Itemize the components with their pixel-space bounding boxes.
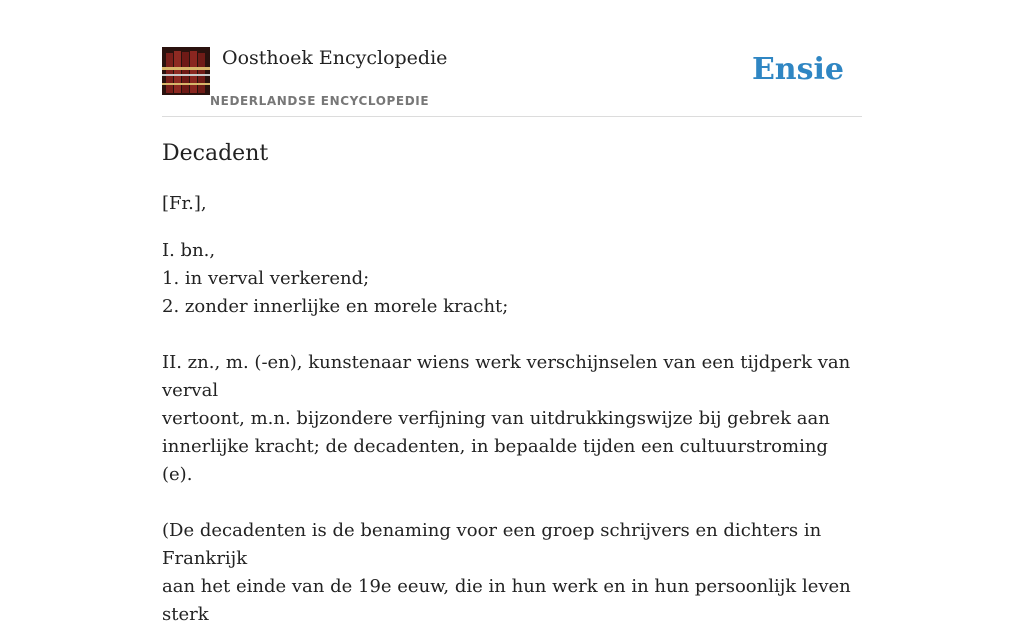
site-header [162, 44, 862, 117]
origin-label: [Fr.], [162, 193, 207, 214]
note-line: (De decadenten is de benaming voor een groep schrijvers en dichters in Frankrijk [162, 520, 822, 569]
brand-logo-link[interactable]: Ensie [751, 52, 844, 87]
definition-part2-line: II. zn., m. (-en), kunstenaar wiens werk verschijnselen van een tijdperk van verval [162, 352, 851, 401]
page-title: Decadent [162, 141, 269, 166]
definition-part1-heading: I. bn., [162, 240, 216, 261]
site-title[interactable]: Oosthoek Encyclopedie [222, 47, 448, 69]
definition-part2-line: vertoont, m.n. bijzondere verfijning van uitdrukkingswijze bij gebrek aan [162, 408, 830, 429]
definition-item: 2. zonder innerlijke en morele kracht; [162, 296, 509, 317]
site-subtitle: NEDERLANDSE ENCYCLOPEDIE [210, 94, 430, 108]
note-line: aan het einde van de 19e eeuw, die in hun werk en in hun persoonlijk leven sterk [162, 576, 851, 625]
article [162, 138, 862, 629]
definition-part2-line: innerlijke kracht; de decadenten, in bepaalde tijden een cultuurstroming (e). [162, 436, 828, 485]
encyclopedia-books-icon[interactable] [162, 47, 210, 95]
entry-body [162, 190, 862, 629]
definition-item: 1. in verval verkerend; [162, 268, 370, 289]
